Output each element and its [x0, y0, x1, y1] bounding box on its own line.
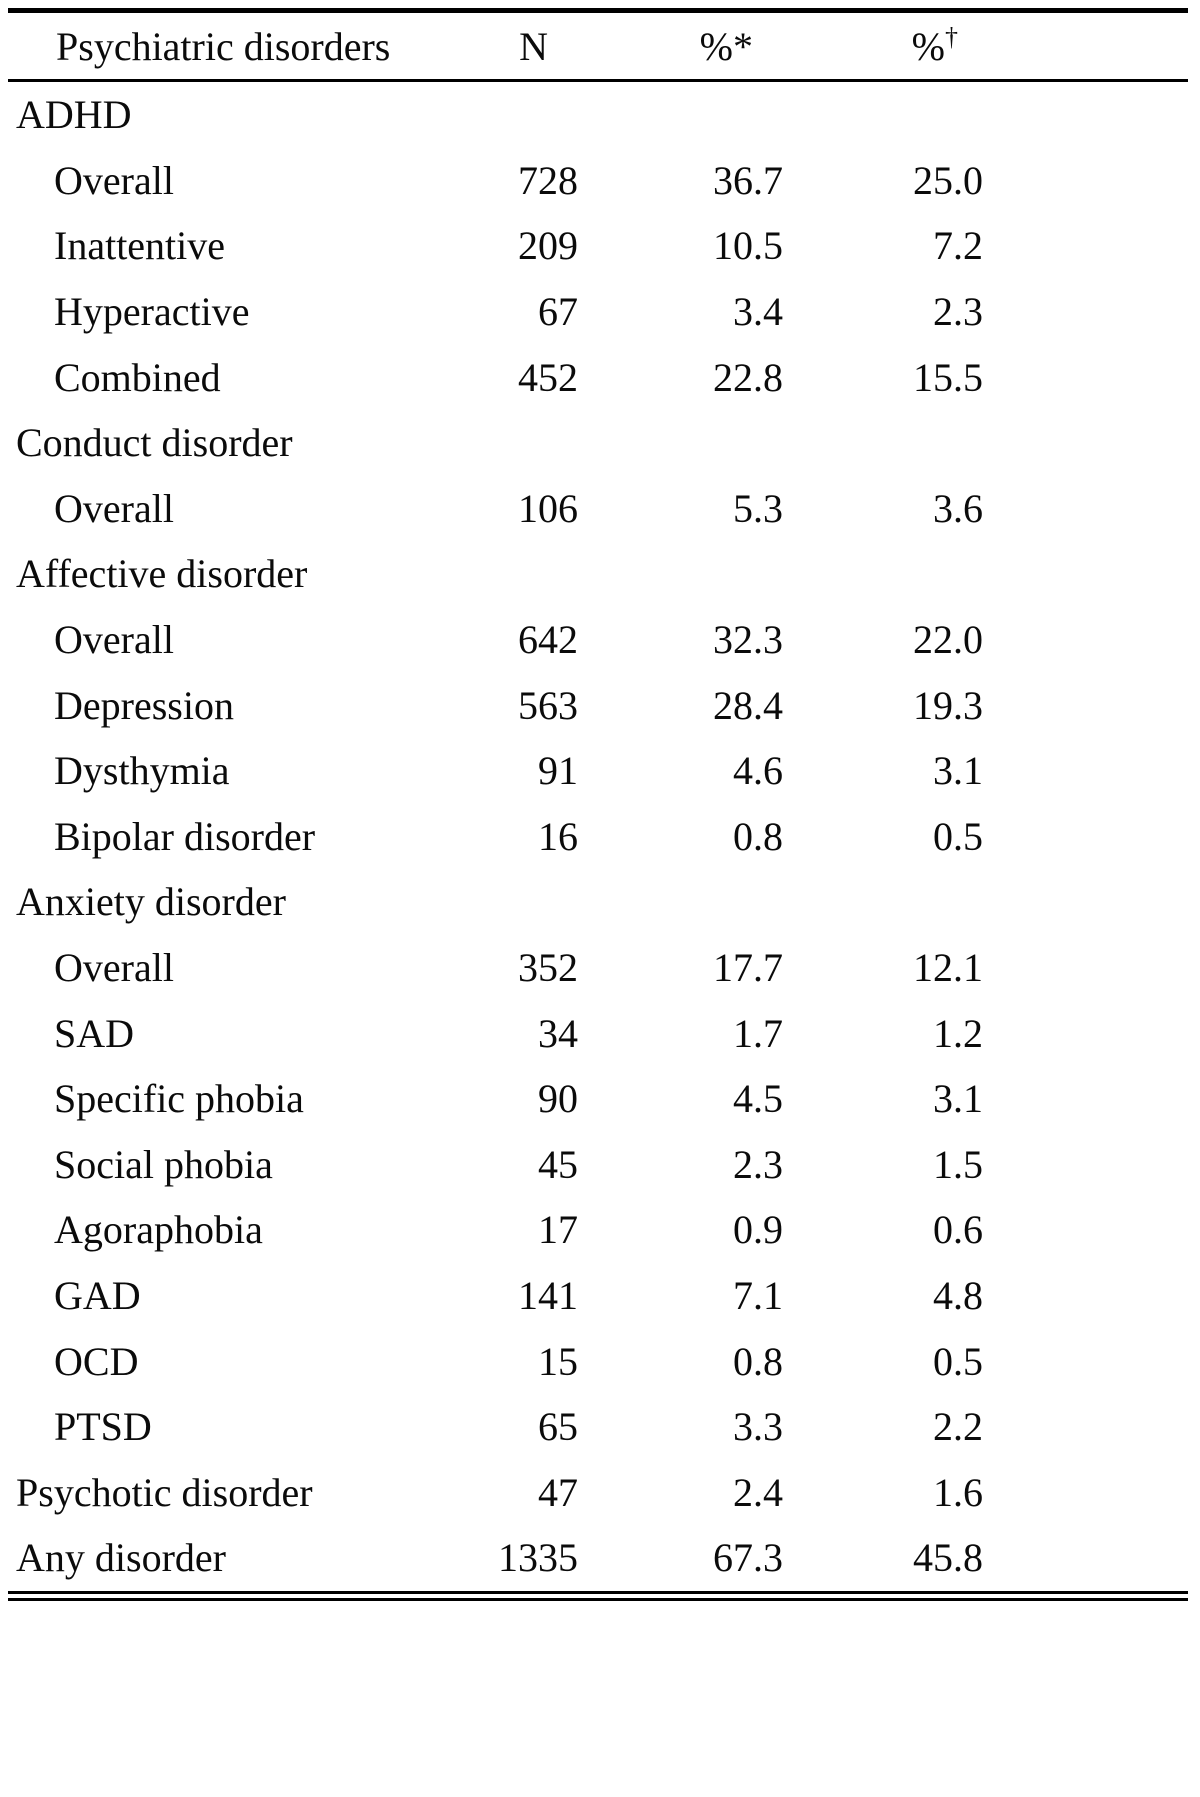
percent-adjusted-value: 45.8 — [913, 1535, 983, 1581]
percent-adjusted-value: 1.5 — [933, 1141, 983, 1187]
disorder-label: Inattentive — [54, 223, 226, 269]
disorder-label: Anxiety disorder — [16, 879, 286, 925]
percent-value — [578, 869, 783, 935]
n-value: 452 — [518, 354, 578, 400]
table-row — [8, 1000, 1188, 1066]
table-row — [8, 804, 1188, 870]
percent-value — [578, 81, 783, 148]
percent-value — [578, 541, 783, 607]
percent-adjusted-value: 22.0 — [913, 617, 983, 663]
disorder-label: Overall — [54, 617, 174, 663]
table-row — [8, 279, 1188, 345]
percent-adjusted-value: 12.1 — [913, 945, 983, 991]
n-value: 65 — [538, 1404, 578, 1450]
percent-adjusted-value: 2.3 — [933, 289, 983, 335]
percent-value: 67.3 — [713, 1535, 783, 1581]
section-header-row — [8, 410, 1188, 476]
percent-adjusted-value: 19.3 — [913, 682, 983, 728]
table-row — [8, 1197, 1188, 1263]
disorder-label: Overall — [54, 157, 174, 203]
percent-value: 2.4 — [733, 1469, 783, 1515]
table-row — [8, 148, 1188, 214]
table-row — [8, 672, 1188, 738]
percent-value: 3.3 — [733, 1404, 783, 1450]
disorder-label: SAD — [54, 1010, 135, 1056]
percent-value — [578, 410, 783, 476]
percent-value: 2.3 — [733, 1141, 783, 1187]
percent-value: 17.7 — [713, 945, 783, 991]
n-value: 352 — [518, 945, 578, 991]
n-value: 141 — [518, 1272, 578, 1318]
percent-adjusted-value: 0.5 — [933, 1338, 983, 1384]
disorder-label: GAD — [54, 1272, 141, 1318]
percent-adjusted-value: 1.6 — [933, 1469, 983, 1515]
percent-value: 22.8 — [713, 354, 783, 400]
section-header-row — [8, 81, 1188, 148]
table-row — [8, 344, 1188, 410]
disorder-label: Combined — [54, 354, 221, 400]
table-row — [8, 213, 1188, 279]
percent-adjusted-value: 2.2 — [933, 1404, 983, 1450]
n-value — [428, 541, 578, 607]
table-row — [8, 1328, 1188, 1394]
column-header-percent-dagger — [783, 11, 1188, 81]
n-value: 17 — [538, 1207, 578, 1253]
disorder-label: Hyperactive — [54, 289, 250, 335]
percent-adjusted-value: 1.2 — [933, 1010, 983, 1056]
table-row — [8, 1132, 1188, 1198]
n-value: 563 — [518, 682, 578, 728]
table-row — [8, 1525, 1188, 1596]
percent-value: 28.4 — [713, 682, 783, 728]
n-value: 1335 — [498, 1535, 578, 1581]
n-value: 47 — [538, 1469, 578, 1515]
n-value: 34 — [538, 1010, 578, 1056]
percent-adjusted-value: 3.1 — [933, 748, 983, 794]
disorder-label: Depression — [54, 682, 234, 728]
column-header-n: N — [519, 23, 548, 69]
n-value: 16 — [538, 813, 578, 859]
percent-value: 36.7 — [713, 157, 783, 203]
disorder-label: Overall — [54, 945, 174, 991]
percent-value: 0.8 — [733, 813, 783, 859]
dagger-superscript: † — [945, 22, 958, 52]
percent-value: 7.1 — [733, 1272, 783, 1318]
disorder-label: Agoraphobia — [54, 1207, 263, 1253]
percent-adjusted-value: 7.2 — [933, 223, 983, 269]
percent-adjusted-value: 15.5 — [913, 354, 983, 400]
disorder-label: PTSD — [54, 1404, 152, 1450]
percent-adjusted-value: 0.5 — [933, 813, 983, 859]
table-head — [8, 11, 1188, 81]
table-row — [8, 607, 1188, 673]
table-row — [8, 1394, 1188, 1460]
percent-adjusted-value: 4.8 — [933, 1272, 983, 1318]
table-row — [8, 1066, 1188, 1132]
section-header-row — [8, 869, 1188, 935]
percent-value: 32.3 — [713, 617, 783, 663]
table-row — [8, 1263, 1188, 1329]
disorder-label: Bipolar disorder — [54, 813, 316, 859]
table-row — [8, 935, 1188, 1001]
n-value: 45 — [538, 1141, 578, 1187]
psychiatric-disorders-table — [8, 8, 1188, 1601]
disorder-label: OCD — [54, 1338, 139, 1384]
n-value: 90 — [538, 1076, 578, 1122]
n-value: 67 — [538, 289, 578, 335]
percent-adjusted-value: 3.6 — [933, 485, 983, 531]
column-header-psychiatric-disorders: Psychiatric disorders — [56, 23, 391, 69]
disorder-label: Conduct disorder — [16, 420, 293, 466]
n-value — [428, 869, 578, 935]
n-value — [428, 410, 578, 476]
table-body — [8, 81, 1188, 1596]
percent-value: 1.7 — [733, 1010, 783, 1056]
percent-value: 4.6 — [733, 748, 783, 794]
column-header-percent-asterisk: %* — [699, 23, 753, 69]
n-value: 642 — [518, 617, 578, 663]
disorder-label: Specific phobia — [54, 1076, 304, 1122]
table-row — [8, 738, 1188, 804]
table-row — [8, 476, 1188, 542]
percent-adjusted-value: 25.0 — [913, 157, 983, 203]
percent-sign: % — [911, 23, 945, 69]
disorder-label: Social phobia — [54, 1141, 273, 1187]
percent-adjusted-value — [783, 541, 1188, 607]
disorder-label: Overall — [54, 485, 174, 531]
percent-value: 0.9 — [733, 1207, 783, 1253]
percent-adjusted-value — [783, 410, 1188, 476]
disorder-label: Psychotic disorder — [16, 1469, 313, 1515]
n-value: 106 — [518, 485, 578, 531]
percent-adjusted-value: 0.6 — [933, 1207, 983, 1253]
percent-value: 3.4 — [733, 289, 783, 335]
percent-value: 5.3 — [733, 485, 783, 531]
n-value: 728 — [518, 157, 578, 203]
percent-adjusted-value — [783, 869, 1188, 935]
n-value: 209 — [518, 223, 578, 269]
percent-adjusted-value — [783, 81, 1188, 148]
percent-value: 4.5 — [733, 1076, 783, 1122]
disorder-label: Dysthymia — [54, 748, 230, 794]
disorder-label: ADHD — [16, 92, 132, 138]
n-value: 15 — [538, 1338, 578, 1384]
percent-value: 10.5 — [713, 223, 783, 269]
table-row — [8, 1459, 1188, 1525]
percent-adjusted-value: 3.1 — [933, 1076, 983, 1122]
percent-value: 0.8 — [733, 1338, 783, 1384]
disorder-label: Any disorder — [16, 1535, 226, 1581]
n-value: 91 — [538, 748, 578, 794]
section-header-row — [8, 541, 1188, 607]
table-header-row — [8, 11, 1188, 81]
disorder-label: Affective disorder — [16, 551, 308, 597]
n-value — [428, 81, 578, 148]
